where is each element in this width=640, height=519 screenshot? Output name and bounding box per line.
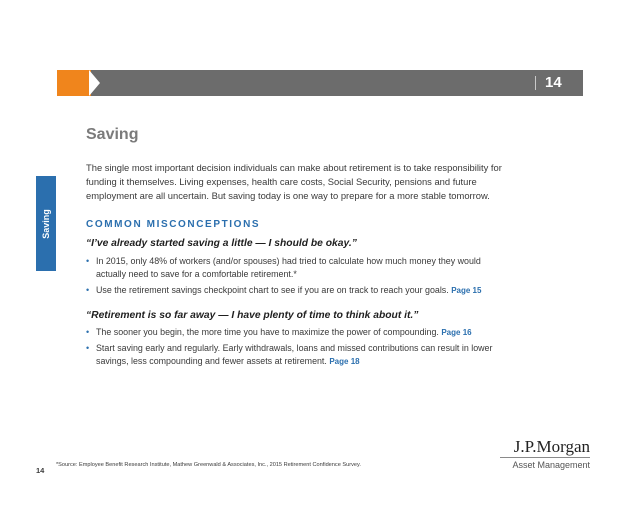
- header-page-number: 14: [545, 74, 562, 91]
- header-divider: [535, 76, 536, 90]
- bullet-dot-icon: •: [86, 327, 90, 337]
- misconception-bullets-2: [86, 326, 496, 371]
- page-title: Saving: [86, 126, 139, 143]
- header-bar: [57, 70, 583, 96]
- jpmorgan-logo: [500, 438, 590, 471]
- misconception-quote-2: “Retirement is so far away — I have plenty of time to think about it.”: [86, 310, 419, 321]
- list-item: [86, 326, 496, 339]
- page-link[interactable]: Page 16: [441, 328, 472, 337]
- bullet-dot-icon: •: [86, 285, 90, 295]
- misconception-bullets-1: [86, 255, 496, 300]
- page-link[interactable]: Page 15: [451, 286, 482, 295]
- bullet-text: Start saving early and regularly. Early withdrawals, loans and missed contributions can result in lower savings, less compounding and fewer assets at retirement.: [96, 343, 493, 366]
- bullet-dot-icon: •: [86, 256, 90, 266]
- bullet-dot-icon: •: [86, 343, 90, 353]
- logo-rule: [500, 457, 590, 458]
- header-arrow-divider: [89, 70, 100, 96]
- side-tab-label: Saving: [41, 208, 52, 239]
- footer-page-number: 14: [36, 466, 45, 475]
- logo-subtitle: Asset Management: [512, 460, 590, 470]
- section-heading: COMMON MISCONCEPTIONS: [86, 219, 261, 230]
- intro-paragraph: The single most important decision individuals can make about retirement is to take responsibility for funding it themselves. Living expenses, health care costs, Social Security, pensions and future employment are all uncertain. But saving today is one way to prepare for a more stable tomorrow.: [86, 162, 502, 201]
- bullet-text: In 2015, only 48% of workers (and/or spouses) had tried to calculate how much money they would actually need to save for a comfortable retirement.*: [96, 256, 481, 279]
- bullet-text: The sooner you begin, the more time you have to maximize the power of compounding.: [96, 327, 439, 337]
- misconception-quote-1: “I’ve already started saving a little — I should be okay.”: [86, 238, 357, 249]
- list-item: [86, 284, 496, 297]
- page-link[interactable]: Page 18: [329, 357, 360, 366]
- bullet-text: Use the retirement savings checkpoint chart to see if you are on track to reach your goals.: [96, 285, 449, 295]
- side-tab-label-wrap: [36, 176, 56, 271]
- list-item: [86, 255, 496, 281]
- logo-name: J.P.Morgan: [513, 437, 590, 456]
- list-item: [86, 342, 496, 368]
- footnote: *Source: Employee Benefit Research Institute, Mathew Greenwald & Associates, Inc., 2015 Retirement Confidence Survey.: [56, 462, 361, 468]
